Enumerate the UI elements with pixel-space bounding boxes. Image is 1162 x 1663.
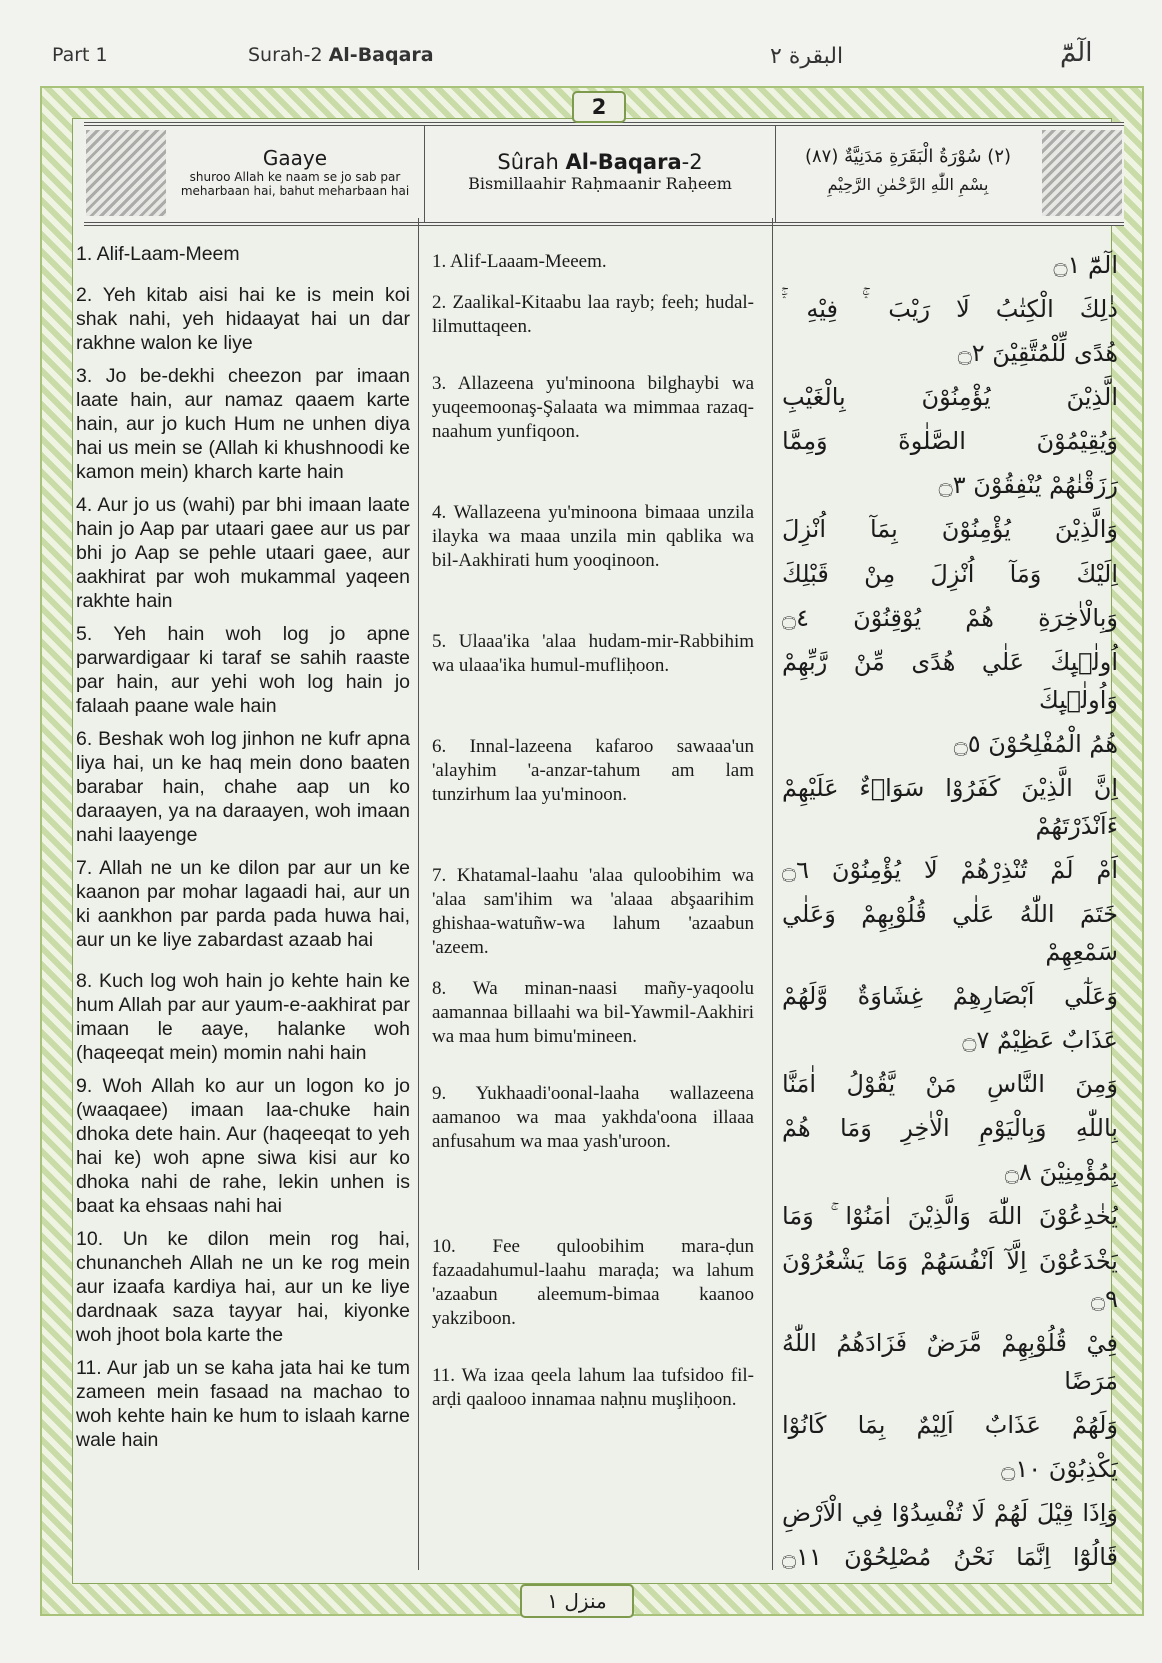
arabic-line: يُخٰدِعُوْنَ اللّٰهَ وَالَّذِيْنَ اٰمَنُوْا ۚ وَمَا [782, 1202, 1118, 1231]
knot-ornament-icon [1042, 130, 1122, 216]
arabic-line: عَذَابٌ عَظِيْمٌ ۝٧ [962, 1026, 1118, 1055]
surah-title [425, 150, 775, 174]
arabic-line: هُدًى لِّلْمُتَّقِيْنَ ۝٢ [957, 339, 1118, 368]
transliteration-verse: 1. Alif-Laaam-Meeem. [432, 251, 607, 272]
arabic-line: يَخْدَعُوْنَ اِلَّآ اَنْفُسَھُمْ وَمَا يَشْعُرُوْنَ ۝٩ [782, 1246, 1118, 1313]
surah-translated-name: Gaaye [262, 146, 328, 170]
translation-verse: 1. Alif-Laam-Meem [76, 243, 240, 265]
part-label: Part 1 [52, 44, 108, 66]
transliteration-verse: 6. Innal-lazeena kafaroo sawaaa'un 'alayhim 'a-anzar-tahum am lam tunzirhum laa yu'minoon. [432, 736, 754, 805]
arabic-line: هُمُ الْمُفْلِحُوْنَ ۝٥ [953, 729, 1118, 758]
translation-verse: 2. Yeh kitab aisi hai ke is mein koi shak nahi, yeh hidaayat hai un dar rakhne walon ke liye [76, 284, 410, 354]
transliteration-verse: 7. Khatamal-laahu 'alaa quloobihim wa 'alaa sam'ihim wa 'alaaa abşaarihim ghishaa-watuñw-wa lahum 'azaabun 'azeem. [432, 865, 754, 958]
arabic-line: يَكْذِبُوْنَ ۝١٠ [1001, 1454, 1118, 1483]
arabic-line: اِنَّ الَّذِيْنَ كَفَرُوْا سَوَاۗءٌ عَلَيْهِمْ ءَاَنْذَرْتَهُمْ [782, 773, 1118, 840]
transliteration-verse: 5. Ulaaa'ika 'alaa hudam-mir-Rabbihim wa ulaaa'ika humul-mufliḥoon. [432, 631, 754, 676]
arabic-line: وَعَلٰٓي اَبْصَارِهِمْ غِشَاوَةٌ وَّلَهُمْ [782, 982, 1118, 1011]
bismillah-translation: shuroo Allah ke naam se jo sab par meharbaan hai, bahut meharbaan hai [180, 170, 410, 198]
transliteration-verse: 9. Yukhaadi'oonal-laaha wallazeena aamanoo wa maa yakhda'oona illaaa anfusahum wa maa yash'uroon. [432, 1083, 754, 1152]
arabic-line: فِيْ قُلُوْبِهِمْ مَّرَضٌ فَزَادَھُمُ اللّٰهُ مَرَضًا [782, 1328, 1118, 1395]
translation-verse: 10. Un ke dilon mein rog hai, chunancheh Allah ne un ke rog mein aur izaafa kardiya hai, aur un ke liye dardnaak saza tayyar hai, kiyonke woh jhoot bola karte the [76, 1228, 410, 1346]
heading-arabic-cell [780, 126, 1036, 222]
translation-verse: 8. Kuch log woh hain jo kehte hain ke hum Allah par aur yaum-e-aakhirat par imaan le aaye, halanke woh (haqeeqat mein) momin nahi hain [76, 970, 410, 1064]
arabic-line: اِلَيْكَ وَمَآ اُنْزِلَ مِنْ قَبْلِكَ [782, 559, 1118, 588]
arabic-line: وَالَّذِيْنَ يُؤْمِنُوْنَ بِمَآ اُنْزِلَ [782, 515, 1118, 544]
transliteration-verse: 11. Wa izaa qeela lahum laa tufsidoo fil-arḍi qaalooo innamaa naḥnu muşliḥoon. [432, 1365, 754, 1410]
bismillah-transliteration: Bismillaahir Raḥmaanir Raḥeem [468, 174, 732, 193]
arabic-line: بِمُؤْمِنِيْنَ ۝٨ [1004, 1158, 1118, 1187]
translation-verse: 5. Yeh hain woh log jo apne parwardigaar ki taraf se sahih raaste par hain, aur yehi woh log hain jo falaah paane wale hain [76, 623, 410, 717]
arabic-line: ذٰلِكَ الْكِتٰبُ لَا رَيْبَ ۛۚ فِيْهِ ۛۚ [782, 295, 1118, 324]
surah-name: Al-Baqara [328, 44, 434, 66]
column-divider [772, 218, 773, 1570]
surah-title-name: Al-Baqara [565, 150, 682, 174]
arabic-line: وَيُقِيْمُوْنَ الصَّلٰوةَ وَمِمَّا [782, 427, 1118, 456]
heading-transliteration-cell [424, 126, 776, 222]
translation-verse: 4. Aur jo us (wahi) par bhi imaan laate hain jo Aap par utaari gaee aur us par bhi jo Aap se pehle utaari gaee, aur aakhirat par woh mukammal yaqeen rakhte hain [76, 494, 410, 612]
surah-title-prefix: Sûrah [497, 150, 566, 174]
transliteration-verse: 4. Wallazeena yu'minoona bimaaa unzila ilayka wa maaa unzila min qablika wa bil-Aakhirati hum yooqinoon. [432, 502, 754, 571]
arabic-line: وَاِذَا قِيْلَ لَهُمْ لَا تُفْسِدُوْا فِي الْاَرْضِ [782, 1498, 1118, 1527]
heading-translation-cell [172, 126, 418, 222]
arabic-column [782, 246, 1118, 1576]
transliteration-verse: 10. Fee quloobihim mara-ḍun fazaadahumul-laahu maraḍa; wa lahum 'azaabun aleemum-bimaa kaanoo yakziboon. [432, 1236, 754, 1329]
manzil-badge: منزل ١ [520, 1584, 634, 1618]
arabic-line: وَبِالْاٰخِرَةِ هُمْ يُوْقِنُوْنَ ۝٤ [782, 603, 1118, 632]
arabic-line: خَتَمَ اللّٰهُ عَلٰي قُلُوْبِهِمْ وَعَلٰي سَمْعِهِمْ [782, 900, 1118, 967]
arabic-line: اُولٰۗىِٕكَ عَلٰي هُدًى مِّنْ رَّبِّهِمْ وَاُولٰۗىِٕكَ [782, 647, 1118, 714]
transliteration-verse: 2. Zaalikal-Kitaabu laa rayb; feeh; hudal-lilmuttaqeen. [432, 292, 754, 337]
arabic-line: اَمْ لَمْ تُنْذِرْھُمْ لَا يُؤْمِنُوْنَ ۝٦ [782, 855, 1118, 884]
translation-verse: 3. Jo be-dekhi cheezon par imaan laate hain, aur namaz qaaem karte hain, aur jo kuch Hum ne unhen diya hai us mein se (Allah ki khushnoodi ke kamon mein) kharch karte hain [76, 365, 410, 483]
arabic-surah-header: البقرة ٢ [770, 44, 844, 69]
arabic-line: وَلَهُمْ عَذَابٌ اَلِيْمٌ بِمَا كَانُوْا [782, 1410, 1118, 1439]
surah-title-number: -2 [681, 150, 703, 174]
arabic-line: قَالُوْٓا اِنَّمَا نَحْنُ مُصْلِحُوْنَ ۝١١ [782, 1542, 1118, 1571]
arabic-line: رَزَقْنٰهُمْ يُنْفِقُوْنَ ۝٣ [938, 471, 1118, 500]
arabic-part-header: الٓمّٓ [1060, 38, 1093, 68]
arabic-line: بِاللّٰهِ وَبِالْيَوْمِ الْاٰخِرِ وَمَا هُمْ [782, 1114, 1118, 1143]
arabic-surah-title: (٢) سُوْرَةُ الْبَقَرَةِ مَدَنِيَّةٌ (٨٧) [804, 146, 1012, 167]
verse-grid [76, 242, 756, 1452]
arabic-line: وَمِنَ النَّاسِ مَنْ يَّقُوْلُ اٰمَنَّا [782, 1070, 1118, 1099]
translation-verse: 9. Woh Allah ko aur un logon ko jo (waaqaee) imaan laa-chuke hain dhoka dete hain. Aur (haqeeqat to yeh hai ke) woh apne siwa kisi aur ko dhoka nahi de rahe, lekin unhen is baat ka ehsaas nahi hai [76, 1075, 410, 1217]
arabic-bismillah: بِسْمِ اللّٰهِ الرَّحْمٰنِ الرَّحِيْمِ [827, 175, 989, 194]
translation-verse: 7. Allah ne un ke dilon par aur un ke kaanon par mohar lagaadi hai, aur un ki aankhon par parda pada huwa hai, aur un ke liye zabardast azaab hai [76, 857, 410, 951]
transliteration-verse: 3. Allazeena yu'minoona bilghaybi wa yuqeemoonaş-Şalaata wa mimmaa razaq-naahum yunfiqoon. [432, 373, 754, 442]
surah-heading-band [84, 122, 1124, 226]
surah-prefix: Surah-2 [248, 44, 329, 66]
arabic-line: الَّذِيْنَ يُؤْمِنُوْنَ بِالْغَيْبِ [782, 383, 1118, 412]
page-number: 2 [572, 91, 626, 123]
transliteration-verse: 8. Wa minan-naasi mañy-yaqoolu aamannaa billaahi wa bil-Yawmil-Aakhiri wa maa hum bimu'mineen. [432, 978, 754, 1047]
translation-verse: 6. Beshak woh log jinhon ne kufr apna liya hai, un ke haq mein dono baaten barabar hain, chahe aap un ko daraayen, ya na daraayen, woh imaan nahi laayenge [76, 728, 410, 846]
translation-verse: 11. Aur jab un se kaha jata hai ke tum zameen mein fasaad na machao to woh kehte hain ke hum to islaah karne wale hain [76, 1357, 410, 1451]
running-surah-title [248, 44, 434, 66]
arabic-line: الٓمّٓ ۝١ [1053, 251, 1118, 279]
knot-ornament-icon [86, 130, 166, 216]
